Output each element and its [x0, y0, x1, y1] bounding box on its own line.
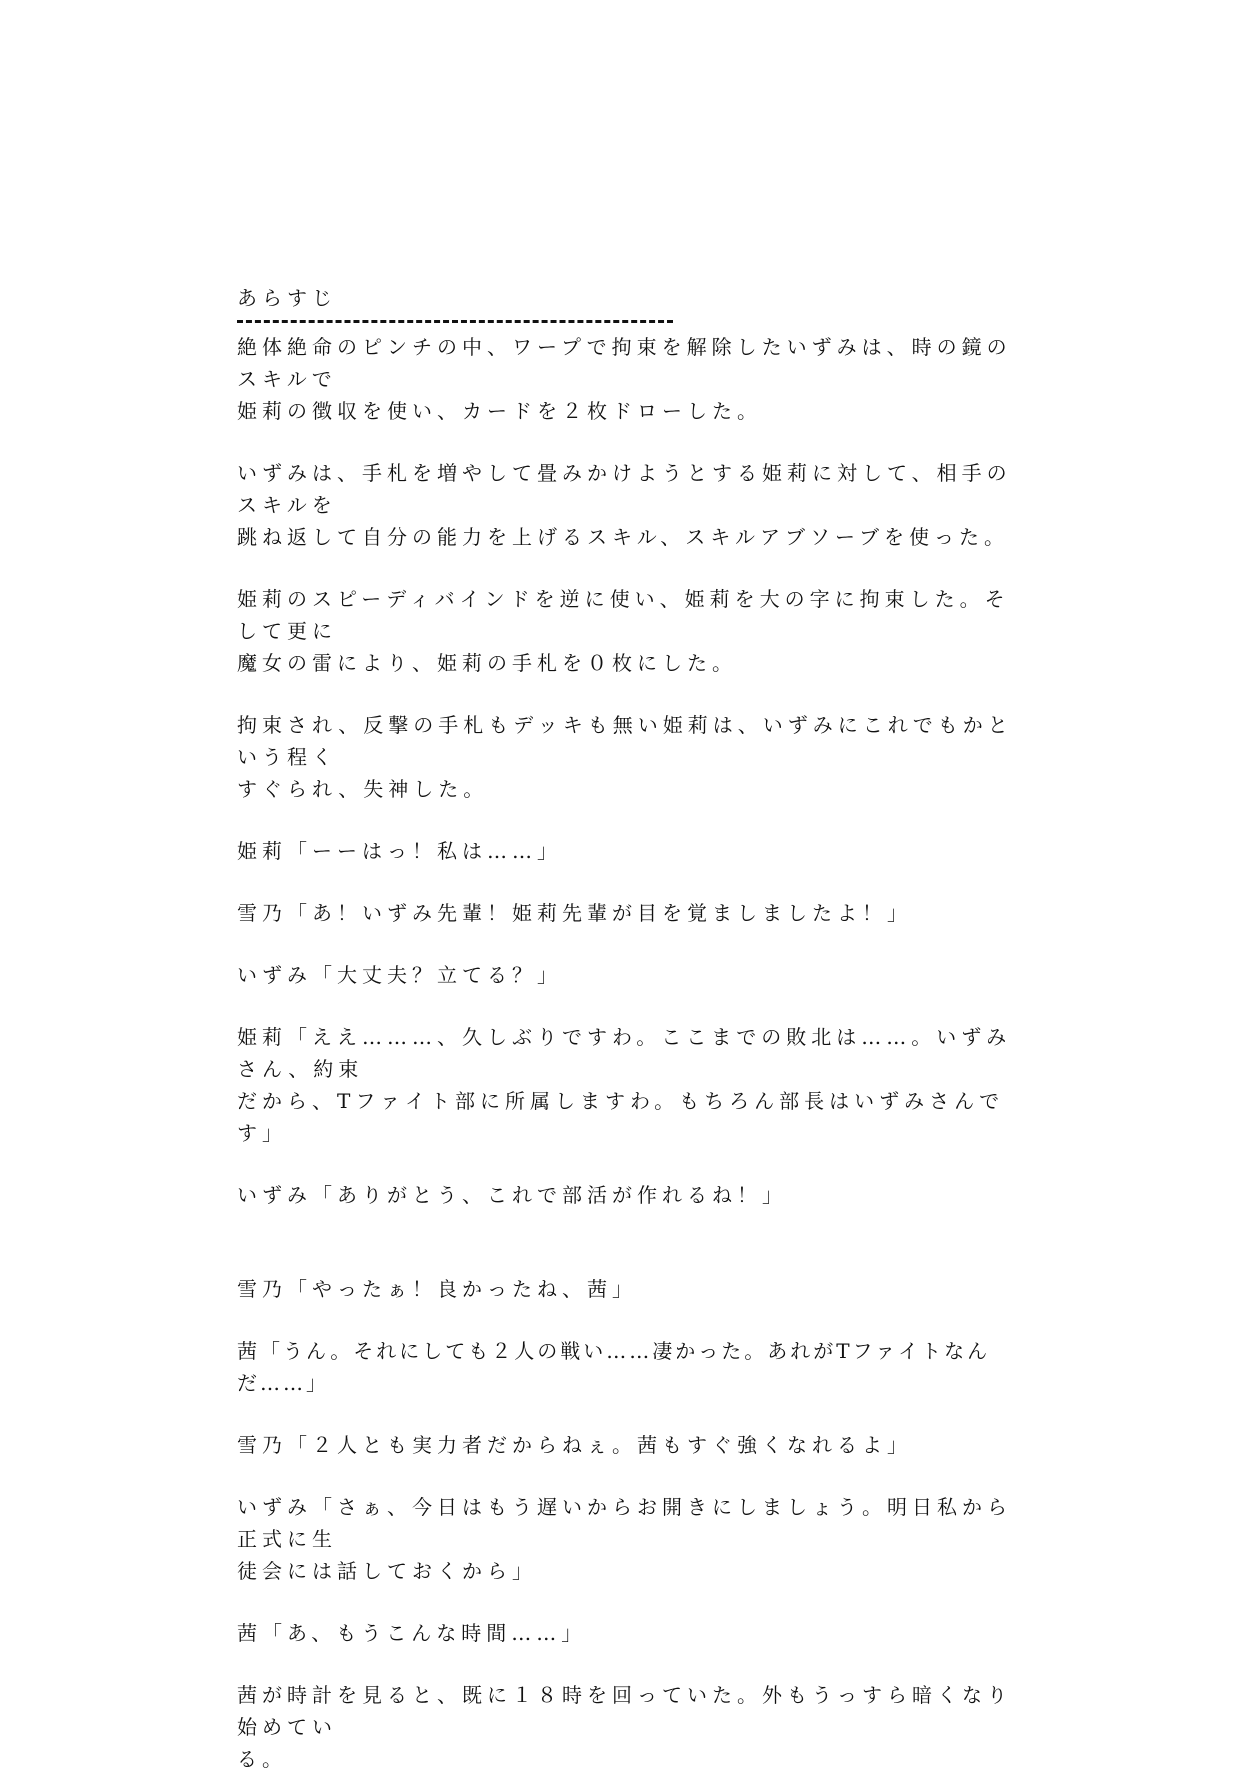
paragraph-2: いずみは、手札を増やして畳みかけようとする姫莉に対して、相手のスキルを 跳ね返して自分の能力を上げるスキル、スキルアブソーブを使った。 [237, 461, 1012, 549]
dialogue-line-5: いずみ「ありがとう、これで部活が作れるね！」 [237, 1183, 787, 1207]
document-body [237, 282, 1017, 1775]
dialogue-line-2: 雪乃「あ！いずみ先輩！姫莉先輩が目を覚ましましたよ！」 [237, 901, 912, 925]
paragraph-1: 絶体絶命のピンチの中、ワープで拘束を解除したいずみは、時の鏡のスキルで 姫莉の徴収を使い、カードを２枚ドローした。 [237, 335, 1012, 423]
dialogue-line-6: 雪乃「やったぁ！良かったね、茜」 [237, 1277, 637, 1301]
paragraph-gap [237, 1149, 1017, 1179]
paragraph-gap [237, 991, 1017, 1021]
paragraph-gap [237, 1461, 1017, 1491]
synopsis-heading: あらすじ [237, 286, 337, 310]
paragraph-3: 姫莉のスピーディバインドを逆に使い、姫莉を大の字に拘束した。そして更に 魔女の雷により、姫莉の手札を０枚にした。 [237, 587, 1010, 675]
dialogue-line-4: 姫莉「ええ………、久しぶりですわ。ここまでの敗北は……。いずみさん、約束 だから、Tファイト部に所属しますわ。もちろん部長はいずみさんです」 [237, 1025, 1012, 1145]
dialogue-line-3: いずみ「大丈夫？立てる？」 [237, 963, 562, 987]
paragraph-gap [237, 929, 1017, 959]
paragraph-gap [237, 805, 1017, 835]
paragraph-gap [237, 1305, 1017, 1335]
section-gap [237, 1211, 1017, 1273]
paragraph-gap [237, 1399, 1017, 1429]
dialogue-line-7: 茜「うん。それにしても２人の戦い……凄かった。あれがTファイトなんだ……」 [237, 1339, 991, 1395]
dialogue-line-8: 雪乃「２人とも実力者だからねぇ。茜もすぐ強くなれるよ」 [237, 1433, 912, 1457]
paragraph-final: 茜が時計を見ると、既に１８時を回っていた。外もうっすら暗くなり始めてい る。 [237, 1683, 1012, 1771]
paragraph-gap [237, 1587, 1017, 1617]
paragraph-gap [237, 867, 1017, 897]
paragraph-gap [237, 1649, 1017, 1679]
paragraph-gap [237, 427, 1017, 457]
dialogue-line-1: 姫莉「ーーはっ！私は……」 [237, 839, 562, 863]
dialogue-line-9: いずみ「さぁ、今日はもう遅いからお開きにしましょう。明日私から正式に生 徒会には話しておくから」 [237, 1495, 1012, 1583]
paragraph-gap [237, 679, 1017, 709]
heading-divider [237, 320, 673, 323]
paragraph-gap [237, 553, 1017, 583]
dialogue-line-10: 茜「あ、もうこんな時間……」 [237, 1621, 587, 1645]
paragraph-4: 拘束され、反撃の手札もデッキも無い姫莉は、いずみにこれでもかという程く すぐられ、失神した。 [237, 713, 1013, 801]
